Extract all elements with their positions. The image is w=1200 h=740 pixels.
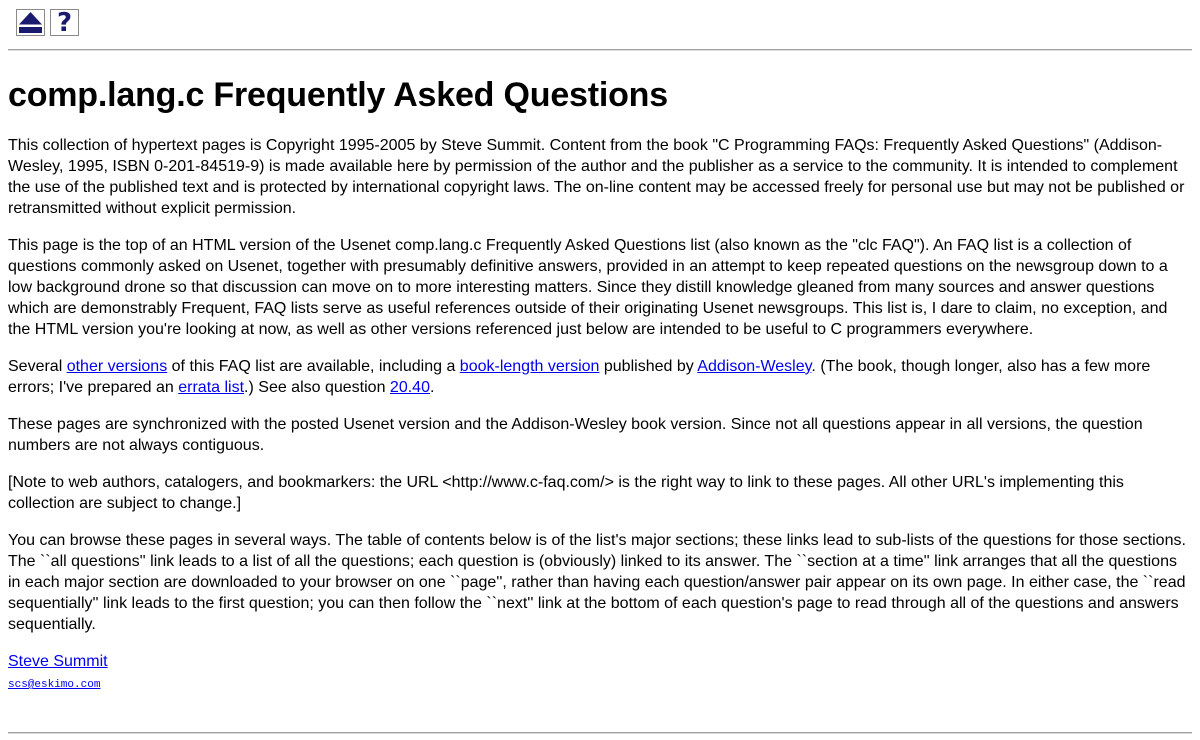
intro-paragraph: This page is the top of an HTML version of the Usenet comp.lang.c Frequently Asked Questions list (also known as the "clc FAQ"). An FAQ list is a collection of questions commonly asked on Usenet, together with presumably definitive answers, provided in an attempt to keep repeated questions on the newsgroup down to a low background drone so that discussion can move on to more interesting matters. Since they distill knowledge gleaned from many sources and answer questions which are demonstrably Frequent, FAQ lists serve as useful references outside of their originating Usenet newsgroups. This list is, I dare to claim, no exception, and the HTML version you're looking at now, as well as other versions referenced just below are intended to be useful to C programmers everywhere. bbox=[8, 237, 1168, 338]
versions-text-1: Several bbox=[8, 358, 67, 375]
url-note-paragraph: [Note to web authors, catalogers, and bookmarkers: the URL <http://www.c-faq.com/> is the right way to link to these pages. All other URL's implementing this collection are subject to change.] bbox=[8, 474, 1124, 512]
versions-paragraph bbox=[8, 356, 1192, 398]
author-link[interactable]: Steve Summit bbox=[8, 653, 108, 670]
bottom-divider bbox=[8, 732, 1192, 734]
browse-paragraph: You can browse these pages in several ways. The table of contents below is of the list's major sections; these links lead to sub-lists of the questions for those sections. The ``all questions'' link leads to a list of all the questions; each question is (obviously) linked to its answer. The ``section at a time'' link arranges that all the questions in each major section are downloaded to your browser on one ``page'', rather than having each question/answer pair appear on its own page. In either case, the ``read sequentially'' link leads to the first question; you can then follow the ``next'' link at the bottom of each question's page to read through all of the questions and answers sequentially. bbox=[8, 532, 1186, 633]
versions-text-2: of this FAQ list are available, including a bbox=[167, 358, 460, 375]
up-arrow-icon bbox=[17, 10, 44, 35]
errata-list-link[interactable]: errata list bbox=[178, 379, 245, 396]
versions-text-6: . bbox=[429, 379, 435, 396]
sync-paragraph: These pages are synchronized with the posted Usenet version and the Addison-Wesley book version. Since not all questions appear in all versions, the question numbers are not always contiguous. bbox=[8, 416, 1143, 454]
top-divider bbox=[8, 49, 1192, 51]
versions-text-3: published by bbox=[599, 358, 698, 375]
versions-text-5: .) See also question bbox=[244, 379, 390, 396]
page-title: comp.lang.c Frequently Asked Questions bbox=[8, 76, 668, 114]
other-versions-link[interactable]: other versions bbox=[66, 358, 168, 375]
up-button[interactable] bbox=[16, 9, 45, 36]
email-link[interactable]: scs@eskimo.com bbox=[8, 679, 101, 691]
main-content bbox=[8, 73, 1192, 693]
question-mark-icon: ? bbox=[56, 7, 73, 38]
top-nav-bar bbox=[16, 9, 84, 38]
author-signature bbox=[8, 651, 1192, 693]
addison-wesley-link[interactable]: Addison-Wesley bbox=[697, 358, 812, 375]
question-20-40-link[interactable]: 20.40 bbox=[389, 379, 430, 396]
help-button[interactable] bbox=[50, 9, 79, 36]
versions-text-4: . (The book, though longer, also has a few more errors; I've prepared an bbox=[8, 358, 1151, 396]
book-length-version-link[interactable]: book-length version bbox=[459, 358, 600, 375]
copyright-paragraph: This collection of hypertext pages is Copyright 1995-2005 by Steve Summit. Content from the book "C Programming FAQs: Frequently Asked Questions" (Addison-Wesley, 1995, ISBN 0-201-84519-9) is made available here by permission of the author and the publisher as a service to the community. It is intended to complement the use of the published text and is protected by international copyright laws. The on-line content may be accessed freely for personal use but may not be published or retransmitted without explicit permission. bbox=[8, 137, 1185, 217]
